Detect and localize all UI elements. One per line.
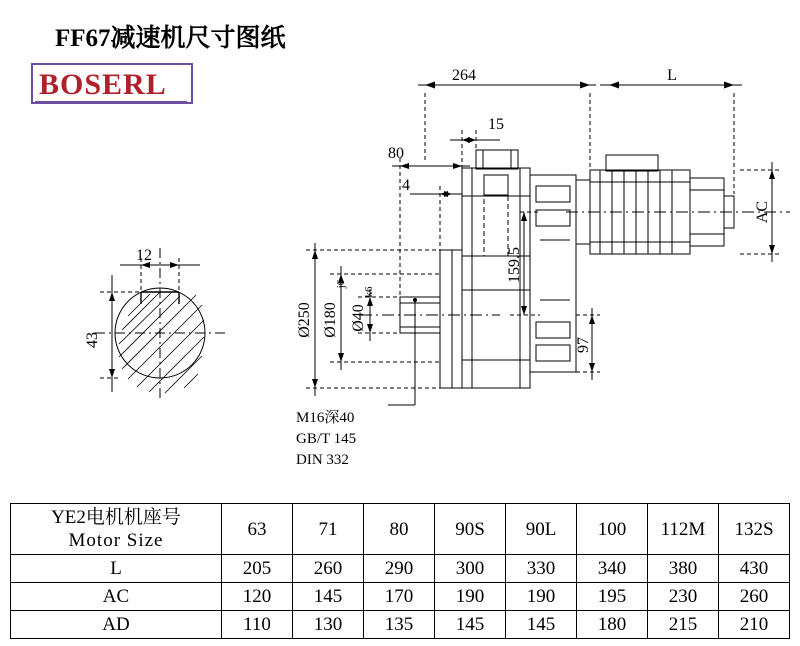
table-cell: 210 [719,611,790,639]
table-cell: 260 [293,555,364,583]
dim-L: L [667,67,677,84]
table-cell: 180 [577,611,648,639]
row-label: AD [11,611,222,639]
table-row [11,583,790,611]
table-header-cell: 71 [293,504,364,555]
table-header-cell: 63 [222,504,293,555]
note-standard-gb: GB/T 145 [296,431,357,447]
table-cell: 130 [293,611,364,639]
dim-diameter-180: Ø180 [322,302,339,338]
table-header-cell: 112M [648,504,719,555]
table-row [11,555,790,583]
table-header-label-en: Motor Size [68,530,164,551]
table-cell: 170 [364,583,435,611]
dim-diameter-40-tolerance: k6 [363,286,375,298]
table-cell: 215 [648,611,719,639]
table-cell: 380 [648,555,719,583]
dim-diameter-180-tolerance: j6 [335,279,347,289]
page-title: FF67减速机尺寸图纸 [55,25,286,52]
table-row [11,611,790,639]
table-cell: 110 [222,611,293,639]
table-cell: 300 [435,555,506,583]
dim-97: 97 [575,337,592,353]
dim-diameter-250: Ø250 [296,302,313,338]
row-label: AC [11,583,222,611]
table-header-row [11,504,790,555]
dim-12: 12 [136,247,152,264]
table-cell: 145 [293,583,364,611]
table-cell: 260 [719,583,790,611]
dim-264: 264 [452,67,476,84]
dim-159-5: 159.5 [506,247,523,283]
table-header-cell: 100 [577,504,648,555]
table-cell: 290 [364,555,435,583]
table-header-cell: 90L [506,504,577,555]
table-header-cell: 90S [435,504,506,555]
dim-diameter-40: Ø40 [350,304,367,332]
table-cell: 135 [364,611,435,639]
table-cell: 230 [648,583,719,611]
row-label: L [11,555,222,583]
dim-15: 15 [488,116,504,133]
table-cell: 340 [577,555,648,583]
table-cell: 330 [506,555,577,583]
table-cell: 190 [435,583,506,611]
logo-text: BOSERL [39,68,167,101]
table-cell: 190 [506,583,577,611]
table-cell: 145 [435,611,506,639]
dim-4: 4 [402,177,410,194]
table-cell: 120 [222,583,293,611]
table-header-label [11,504,222,555]
table-cell: 145 [506,611,577,639]
table-header-label-cn: YE2电机机座号 [51,507,181,528]
motor-size-table [10,503,790,639]
table-cell: 195 [577,583,648,611]
note-standard-din: DIN 332 [296,452,349,468]
table-cell: 430 [719,555,790,583]
table-cell: 205 [222,555,293,583]
dim-43: 43 [84,332,101,348]
dim-AC: AC [754,200,771,224]
table-header-cell: 132S [719,504,790,555]
note-thread: M16深40 [296,410,355,426]
dim-80: 80 [388,145,404,162]
table-header-cell: 80 [364,504,435,555]
